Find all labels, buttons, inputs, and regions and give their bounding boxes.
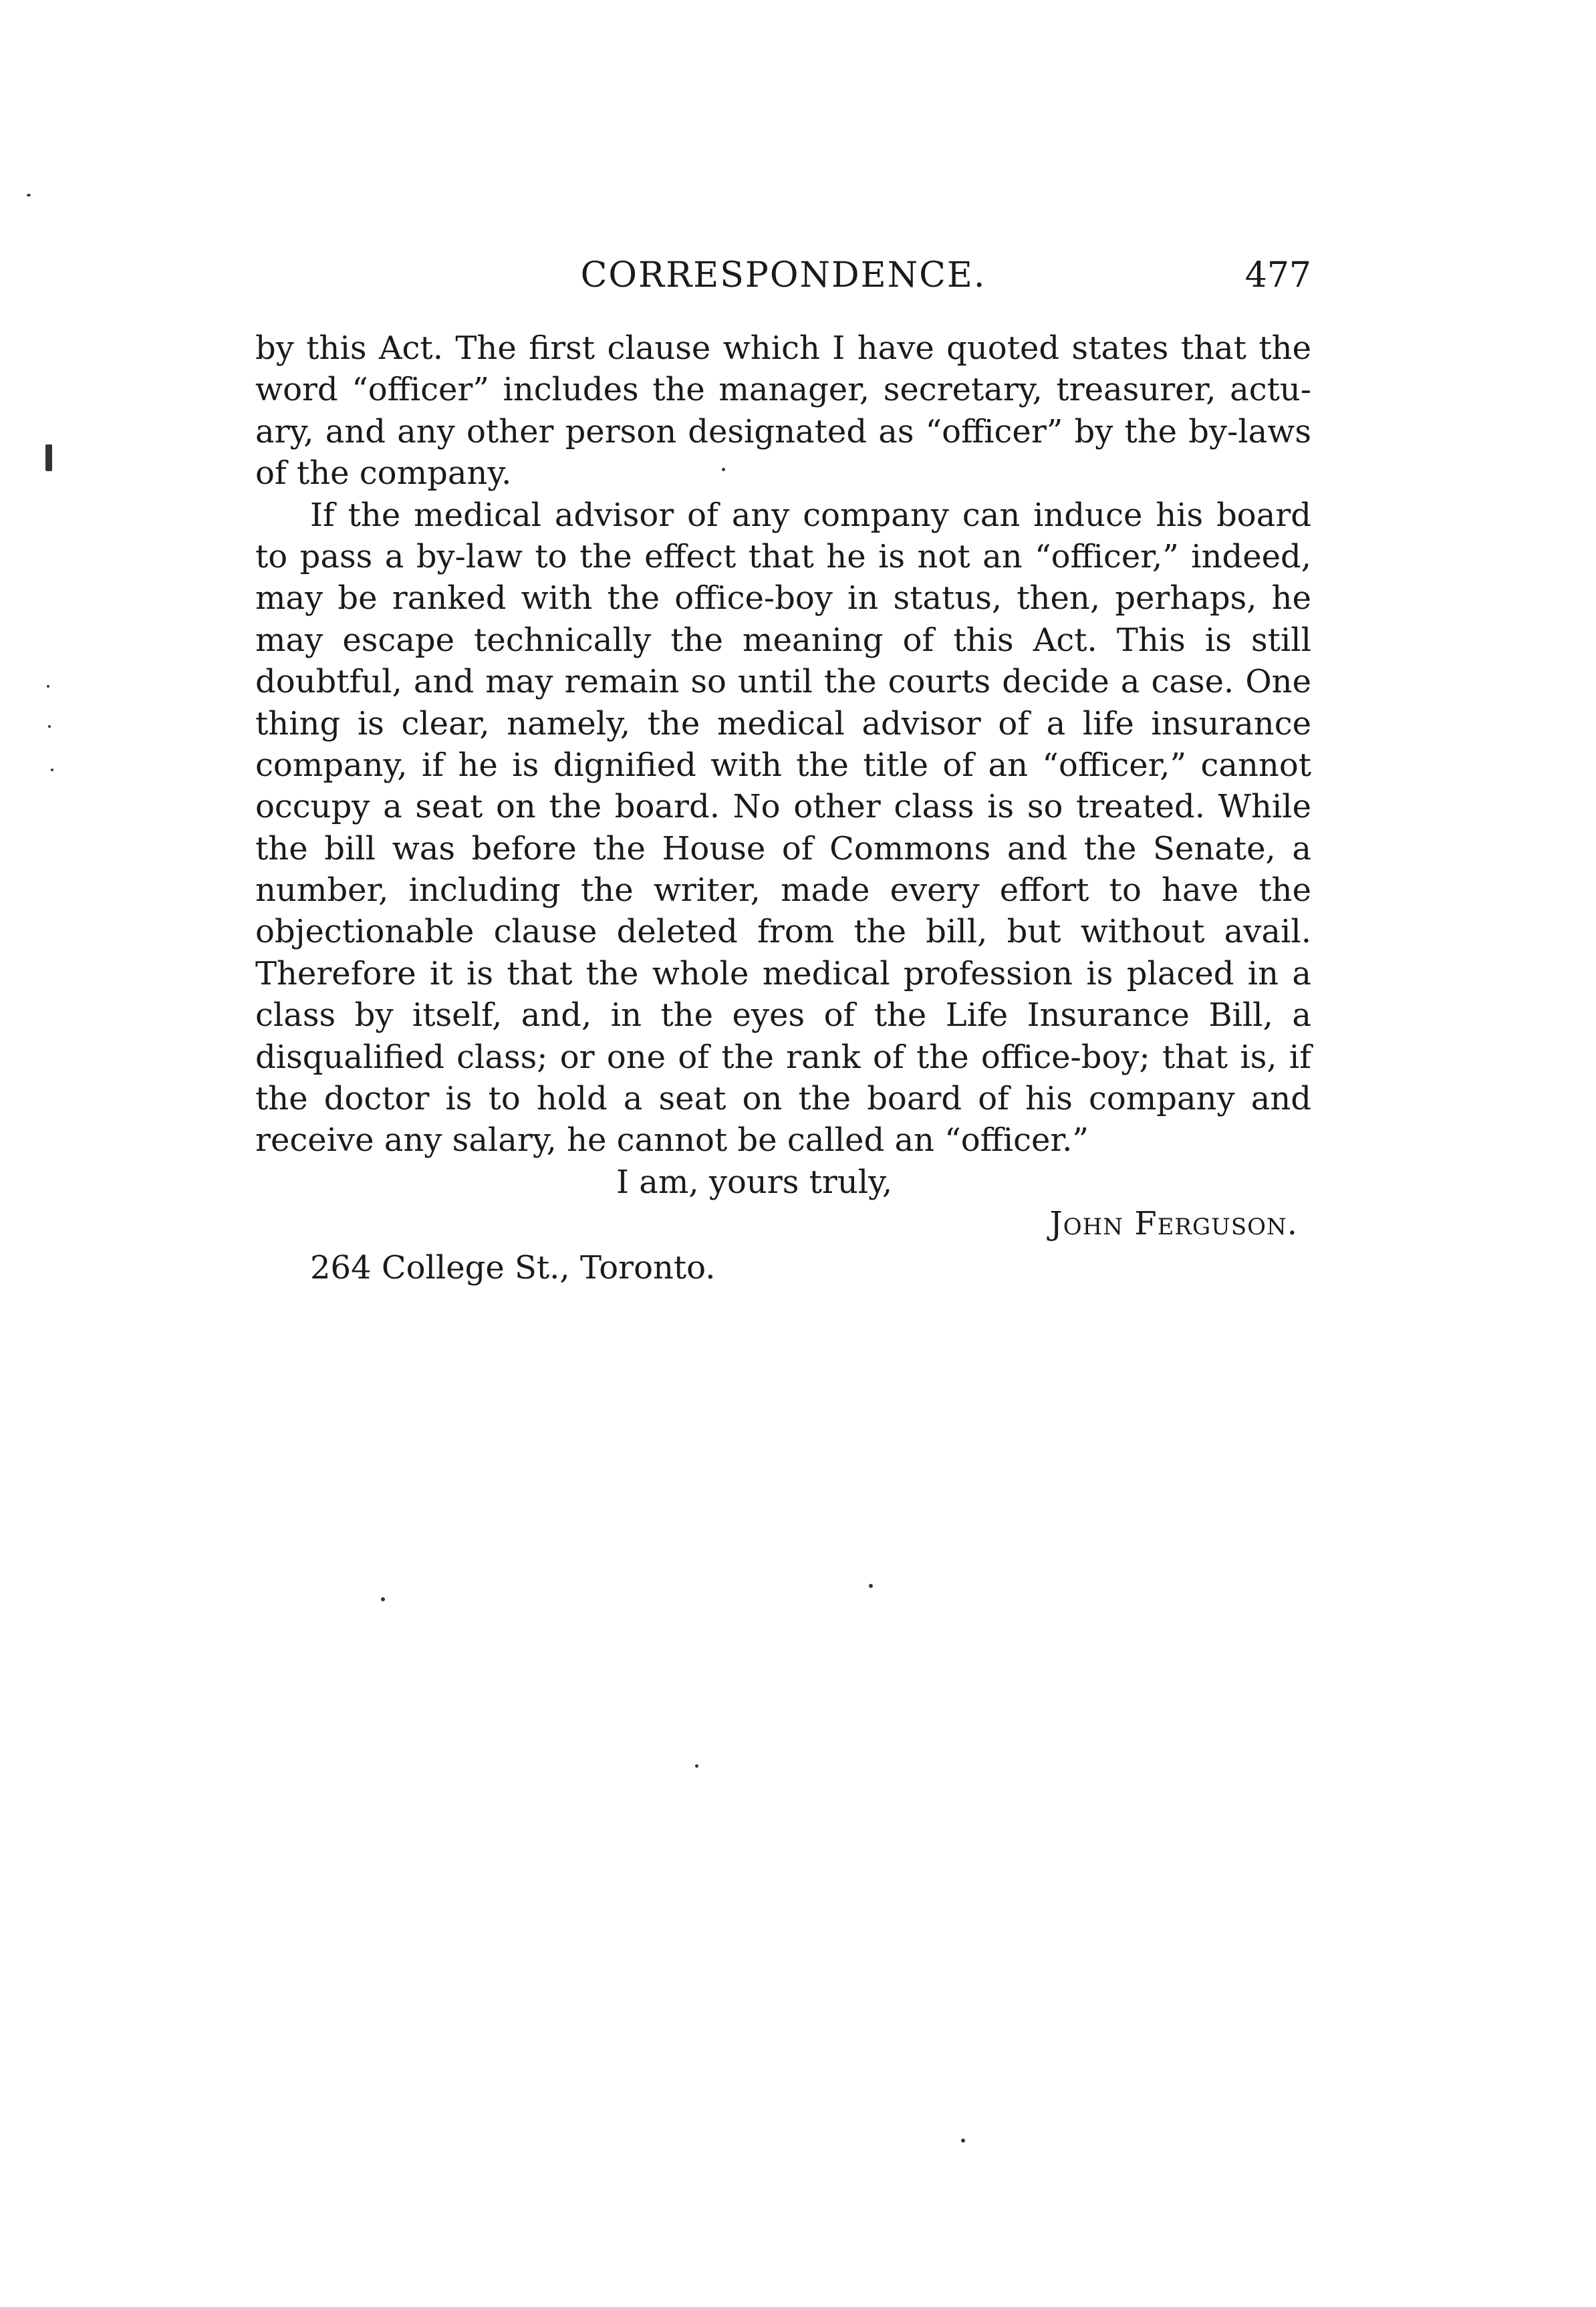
text-line: doubtful, and may remain so until the courts decide a case. One	[255, 663, 1311, 701]
page-number: 477	[1244, 255, 1311, 295]
text-line: of the company.	[255, 454, 512, 493]
scan-speck	[47, 685, 49, 688]
paragraph-2	[255, 495, 1311, 1162]
scan-speck	[51, 769, 53, 771]
scan-speck	[45, 444, 52, 471]
text-line: the bill was before the House of Commons and the Senate, a	[255, 829, 1311, 867]
letter-body	[255, 327, 1311, 1289]
scan-speck	[722, 468, 725, 471]
scan-speck	[695, 1764, 698, 1768]
closing-salutation: I am, yours truly,	[616, 1163, 893, 1201]
sender-address: 264 College St., Toronto.	[310, 1249, 716, 1287]
text-line: may escape technically the meaning of this Act. This is still	[255, 621, 1311, 659]
text-line: disqualified class; or one of the rank of the office-boy; that is, if	[255, 1038, 1311, 1076]
text-line: ary, and any other person designated as “officer” by the by-laws	[255, 412, 1311, 450]
text-line: receive any salary, he cannot be called an “officer.”	[255, 1121, 1089, 1160]
running-head: CORRESPONDENCE.	[580, 255, 986, 295]
paragraph-1	[255, 327, 1311, 495]
text-line: number, including the writer, made every effort to have the	[255, 871, 1311, 910]
text-line: objectionable clause deleted from the bill, but without avail.	[255, 913, 1311, 951]
text-line: If the medical advisor of any company can induce his board	[310, 496, 1311, 534]
scan-speck	[27, 194, 31, 196]
text-line: to pass a by-law to the effect that he is not an “officer,” indeed,	[255, 537, 1311, 575]
text-line: occupy a seat on the board. No other class is so treated. While	[255, 788, 1311, 826]
text-line: thing is clear, namely, the medical advisor of a life insurance	[255, 704, 1311, 742]
text-line: word “officer” includes the manager, secretary, treasurer, actu-	[255, 371, 1311, 409]
text-line: Therefore it is that the whole medical profession is placed in a	[255, 954, 1311, 992]
scan-speck	[48, 725, 51, 728]
text-line: the doctor is to hold a seat on the board of his company and	[255, 1080, 1311, 1118]
scan-speck	[961, 2139, 965, 2143]
text-line: company, if he is dignified with the title of an “officer,” cannot	[255, 746, 1311, 784]
text-line: may be ranked with the office-boy in status, then, perhaps, he	[255, 579, 1311, 618]
scan-speck	[381, 1597, 385, 1601]
signature: John Ferguson.	[1049, 1205, 1298, 1243]
text-line: by this Act. The first clause which I have quoted states that the	[255, 329, 1311, 367]
text-line: class by itself, and, in the eyes of the Life Insurance Bill, a	[255, 996, 1311, 1035]
page-header	[255, 249, 1311, 302]
scan-speck	[869, 1584, 873, 1588]
